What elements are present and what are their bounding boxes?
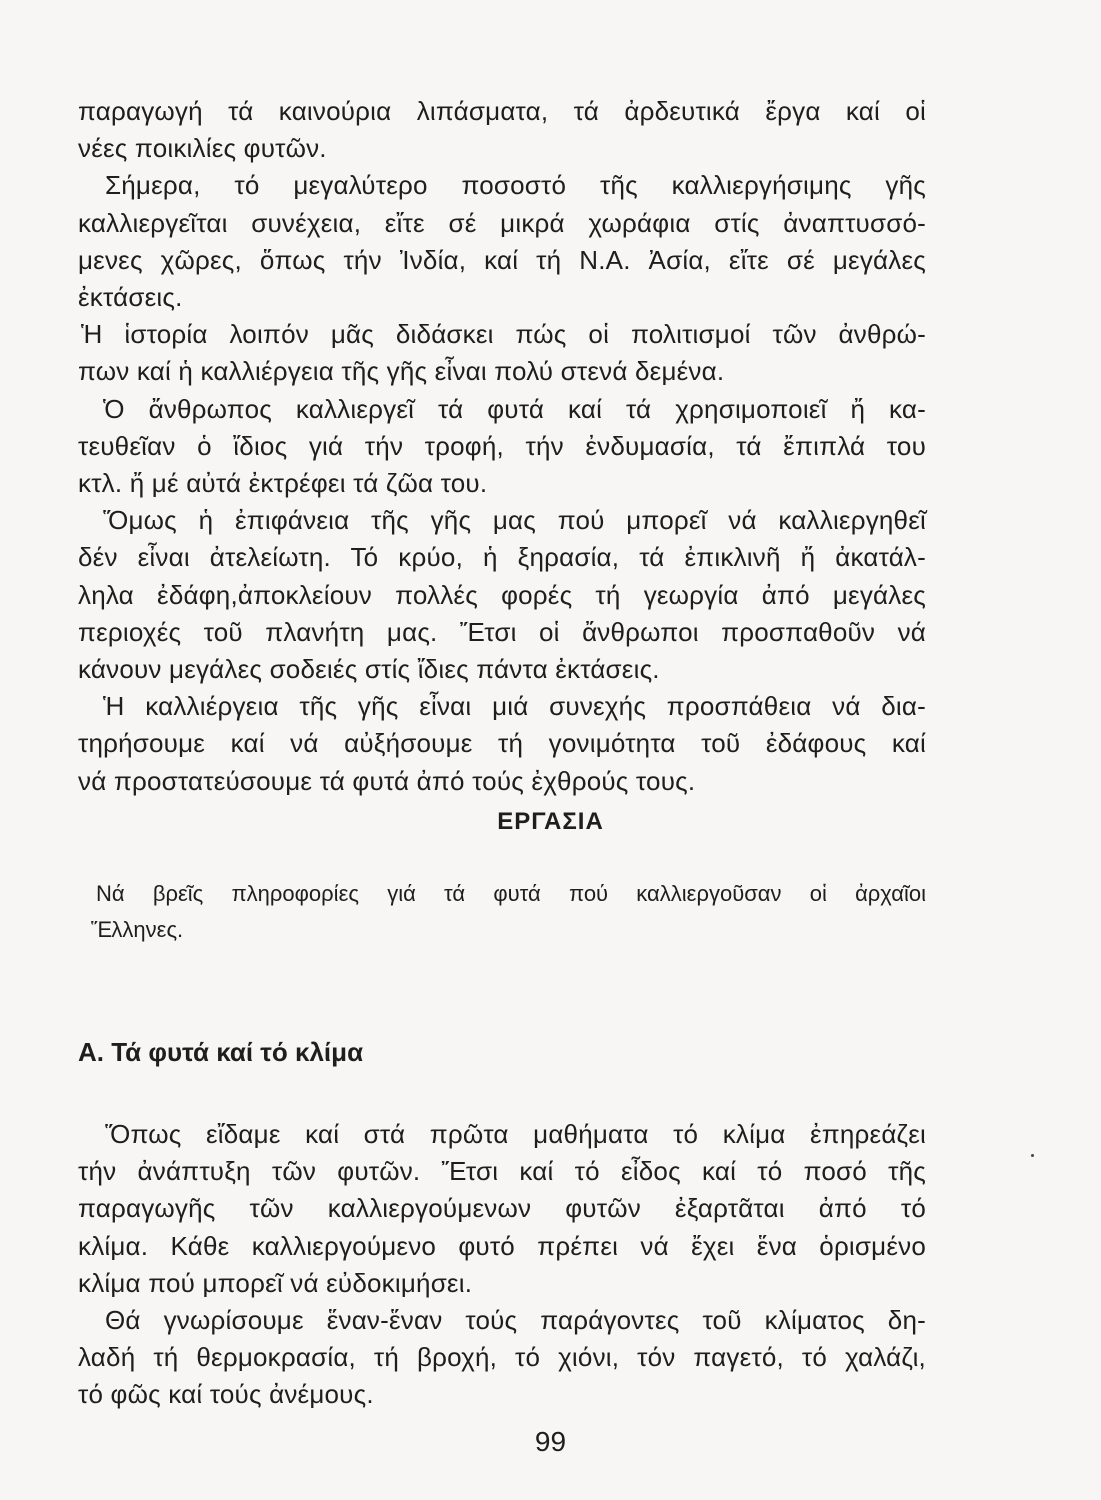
stray-mark bbox=[1031, 1154, 1034, 1157]
text-line: τευθεῖαν ὁ ἴδιος γιά τήν τροφή, τήν ἐνδυμασία, τά ἔπιπλά του bbox=[78, 430, 926, 461]
text-line: πων καί ἡ καλλιέργεια τῆς γῆς εἶναι πολύ στενά δεμένα. bbox=[78, 356, 725, 387]
text-line: Σήμερα, τό μεγαλύτερο ποσοστό τῆς καλλιεργήσιμης γῆς bbox=[105, 170, 926, 201]
text-line: κλίμα. Κάθε καλλιεργούμενο φυτό πρέπει νά ἔχει ἕνα ὁρισμένο bbox=[78, 1230, 926, 1261]
body-text-top bbox=[78, 93, 926, 800]
text-line: νέες ποικιλίες φυτῶν. bbox=[78, 133, 327, 164]
text-line: Ἕλληνες. bbox=[91, 917, 184, 942]
text-line: ἐκτάσεις. bbox=[78, 282, 183, 313]
section-heading: Α. Τά φυτά καί τό κλίμα bbox=[78, 1037, 364, 1067]
text-line: κάνουν μεγάλες σοδειές στίς ἴδιες πάντα ἐκτάσεις. bbox=[78, 654, 660, 685]
section-body-text bbox=[78, 1116, 926, 1414]
text-line: Ἡ ἱστορία λοιπόν μᾶς διδάσκει πώς οἱ πολιτισμοί τῶν ἀνθρώ- bbox=[81, 319, 926, 350]
text-line: κτλ. ἤ μέ αὐτά ἐκτρέφει τά ζῶα του. bbox=[78, 468, 488, 499]
exercise-text bbox=[91, 876, 926, 948]
text-line: περιοχές τοῦ πλανήτη μας. Ἔτσι οἱ ἄνθρωποι προσπαθοῦν νά bbox=[78, 616, 926, 647]
page-number: 99 bbox=[534, 1426, 567, 1457]
text-line: Νά βρεῖς πληροφορίες γιά τά φυτά πού καλλιεργοῦσαν οἱ ἀρχαῖοι bbox=[96, 881, 926, 906]
text-line: Ὅπως εἴδαμε καί στά πρῶτα μαθήματα τό κλίμα ἐπηρεάζει bbox=[105, 1119, 926, 1149]
text-line: τήν ἀνάπτυξη τῶν φυτῶν. Ἔτσι καί τό εἶδος καί τό ποσό τῆς bbox=[78, 1156, 926, 1187]
text-line: λαδή τή θερμοκρασία, τή βροχή, τό χιόνι, τόν παγετό, τό χαλάζι, bbox=[78, 1342, 926, 1373]
text-line: ληλα ἐδάφη,ἀποκλείουν πολλές φορές τή γεωργία ἀπό μεγάλες bbox=[78, 579, 926, 610]
text-line: τηρήσουμε καί νά αὐξήσουμε τή γονιμότητα τοῦ ἐδάφους καί bbox=[78, 728, 926, 759]
text-line: νά προστατεύσουμε τά φυτά ἀπό τούς ἐχθρούς τους. bbox=[78, 765, 696, 796]
text-line: Ὅμως ἡ ἐπιφάνεια τῆς γῆς μας πού μπορεῖ νά καλλιεργηθεῖ bbox=[103, 505, 926, 536]
text-line: δέν εἶναι ἀτελείωτη. Τό κρύο, ἡ ξηρασία, τά ἐπικλινῆ ἤ ἀκατάλ- bbox=[78, 542, 926, 573]
text-line: τό φῶς καί τούς ἀνέμους. bbox=[78, 1379, 374, 1410]
text-line: παραγωγή τά καινούρια λιπάσματα, τά ἀρδευτικά ἔργα καί οἱ bbox=[78, 96, 926, 126]
text-line: Ἡ καλλιέργεια τῆς γῆς εἶναι μιά συνεχής προσπάθεια νά δια- bbox=[103, 691, 926, 722]
text-line: καλλιεργεῖται συνέχεια, εἴτε σέ μικρά χωράφια στίς ἀναπτυσσό- bbox=[78, 207, 926, 238]
text-line: μενες χῶρες, ὅπως τήν Ἰνδία, καί τή Ν.Α. Ἀσία, εἴτε σέ μεγάλες bbox=[78, 244, 926, 275]
text-line: Θά γνωρίσουμε ἕναν-ἕναν τούς παράγοντες τοῦ κλίματος δη- bbox=[105, 1305, 926, 1336]
text-line: Ὁ ἄνθρωπος καλλιεργεῖ τά φυτά καί τά χρησιμοποιεῖ ἤ κα- bbox=[103, 393, 926, 424]
text-line: κλίμα πού μπορεῖ νά εὐδοκιμήσει. bbox=[78, 1267, 473, 1298]
exercise-heading: ΕΡΓΑΣΙΑ bbox=[497, 808, 604, 835]
text-line: παραγωγῆς τῶν καλλιεργούμενων φυτῶν ἐξαρτᾶται ἀπό τό bbox=[78, 1193, 926, 1224]
